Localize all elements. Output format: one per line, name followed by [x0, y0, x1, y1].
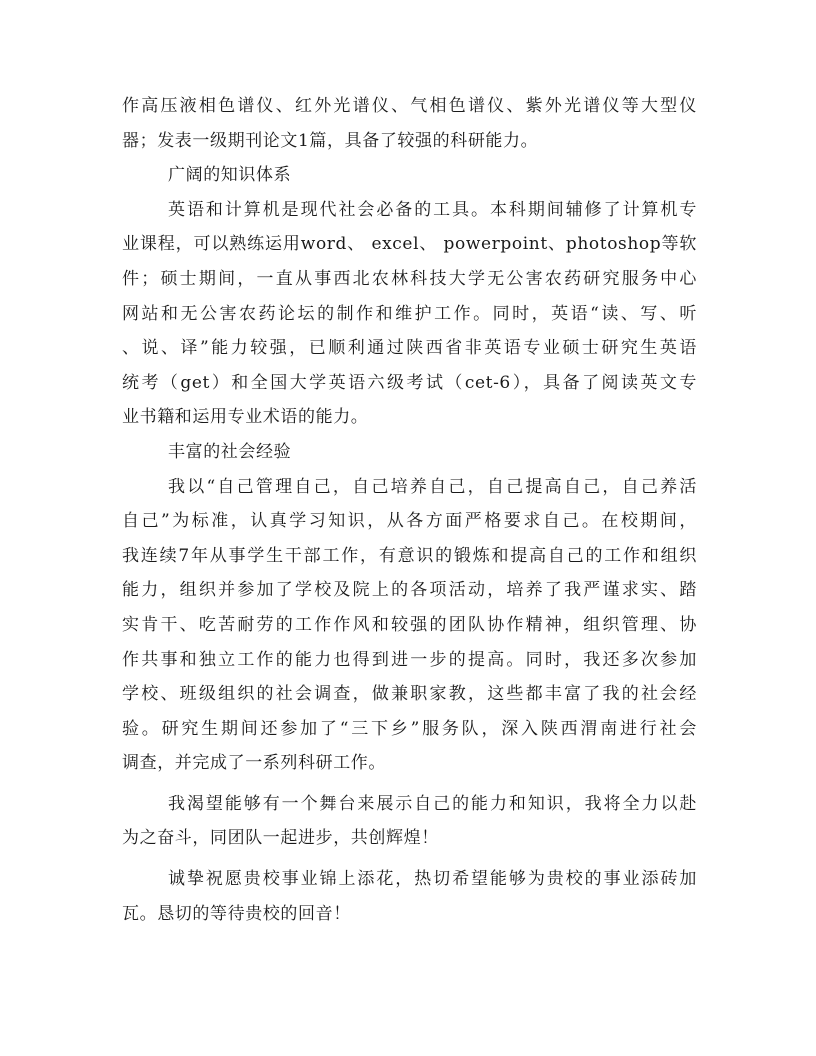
text-line: 验。研究生期间还参加了“三下乡”服务队，深入陕西渭南进行社会	[122, 718, 697, 739]
text-line: 自己”为标准，认真学习知识，从各方面严格要求自己。在校期间，	[122, 511, 697, 532]
paragraph-social	[122, 470, 697, 781]
text-line: 件；硕士期间，一直从事西北农林科技大学无公害农药研究服务中心	[122, 268, 697, 289]
text-line: 诚挚祝愿贵校事业锦上添花，热切希望能够为贵校的事业添砖加	[168, 869, 697, 890]
text-line: 实肯干、吃苦耐劳的工作作风和较强的团队协作精神，组织管理、协	[122, 614, 697, 635]
text-line: 调查，并完成了一系列科研工作。	[122, 753, 386, 774]
heading-social: 丰富的社会经验	[168, 441, 292, 462]
text-line: 我以“自己管理自己，自己培养自己，自己提高自己，自己养活	[168, 476, 697, 497]
text-line: 统考（get）和全国大学英语六级考试（cet-6），具备了阅读英文专	[122, 372, 697, 393]
paragraph-knowledge	[122, 193, 697, 435]
text-line: 学校、班级组织的社会调查，做兼职家教，这些都丰富了我的社会经	[122, 684, 697, 705]
text-line: 作共事和独立工作的能力也得到进一步的提高。同时，我还多次参加	[122, 649, 697, 670]
text-line: 我连续7年从事学生干部工作，有意识的锻炼和提高自己的工作和组织	[122, 545, 697, 566]
document-body	[122, 89, 697, 931]
text-line: 我渴望能够有一个舞台来展示自己的能力和知识，我将全力以赴	[168, 793, 697, 814]
text-line: 业书籍和运用专业术语的能力。	[122, 407, 369, 428]
text-line: 英语和计算机是现代社会必备的工具。本科期间辅修了计算机专	[168, 199, 697, 220]
text-line: 为之奋斗，同团队一起进步，共创辉煌！	[122, 828, 439, 849]
text-line: 器；发表一级期刊论文1篇，具备了较强的科研能力。	[122, 130, 539, 151]
text-line: 作高压液相色谱仪、红外光谱仪、气相色谱仪、紫外光谱仪等大型仪	[122, 96, 697, 116]
text-line: 能力，组织并参加了学校及院上的各项活动，培养了我严谨求实、踏	[122, 580, 697, 601]
paragraph-research	[122, 89, 697, 158]
heading-knowledge: 广阔的知识体系	[168, 165, 292, 186]
paragraph-aspiration	[122, 787, 697, 856]
text-line: 、说、译”能力较强，已顺利通过陕西省非英语专业硕士研究生英语	[122, 338, 697, 359]
text-line: 业课程，可以熟练运用word、 excel、 powerpoint、photoshop等软	[122, 234, 697, 255]
paragraph-closing	[122, 862, 697, 931]
text-line: 瓦。恳切的等待贵校的回音！	[122, 903, 351, 924]
text-line: 网站和无公害农药论坛的制作和维护工作。同时，英语“读、写、听	[122, 303, 697, 324]
